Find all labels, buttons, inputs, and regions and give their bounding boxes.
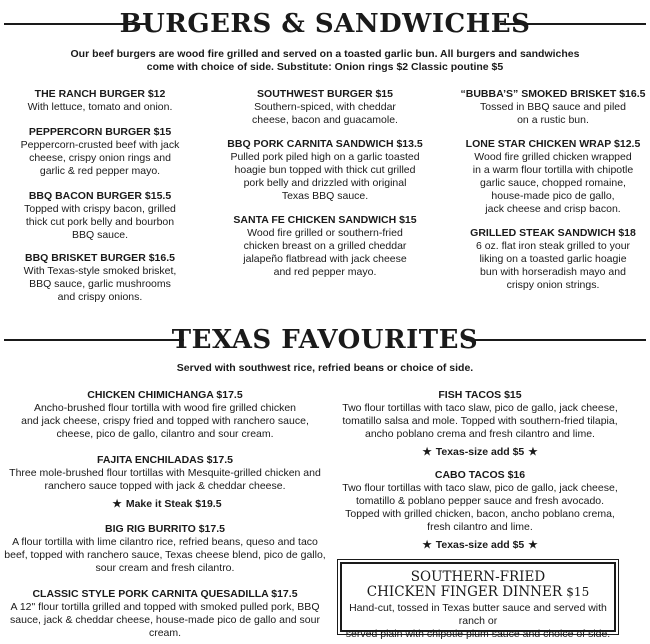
menu-item: FISH TACOS $15 Two flour tortillas with taco slaw, pico de gallo, jack cheese, tomatillo salsa and mole. Topped with southern-fried tilapia, ancho poblano crema and fresh cilantro and lime. ★ Texas-size add $5 ★ — [340, 389, 620, 459]
item-name: BIG RIG BURRITO $17.5 — [104, 523, 225, 535]
featured-dish-desc: Hand-cut, tossed in Texas butter sauce and served with ranch or served plain with chipotle plum sauce and choice of side. — [345, 602, 611, 640]
item-name: FAJITA ENCHILADAS $17.5 — [97, 454, 233, 466]
item-name: LONE STAR CHICKEN WRAP $12.5 — [465, 138, 641, 150]
menu-item: LONE STAR CHICKEN WRAP $12.5 Wood fire grilled chicken wrapped in a warm flour tortilla with chipotle garlic sauce, chopped romaine, house-made pico de gallo, jack cheese and crisp bacon. — [458, 138, 648, 216]
menu-item: PEPPERCORN BURGER $15 Peppercorn-crusted beef with jack cheese, crispy onion rings and garlic & red pepper mayo. — [10, 126, 190, 178]
item-name: GRILLED STEAK SANDWICH $18 — [470, 227, 636, 239]
star-icon: ★ — [422, 539, 432, 551]
star-icon: ★ — [112, 498, 122, 510]
star-icon: ★ — [422, 446, 432, 458]
featured-dish-box — [340, 562, 616, 640]
menu-item: SOUTHWEST BURGER $15 Southern-spiced, with cheddar cheese, bacon and guacamole. — [210, 88, 440, 127]
star-icon: ★ — [528, 446, 538, 458]
menu-item: GRILLED STEAK SANDWICH $18 6 oz. flat iron steak grilled to your liking on a toasted garlic hoagie bun with horseradish mayo and crispy onion strings. — [458, 227, 648, 292]
item-name: BBQ BRISKET BURGER $16.5 — [25, 252, 175, 264]
burgers-intro: Our beef burgers are wood fire grilled and served on a toasted garlic bun. All burgers and sandwiches come with choice of side. Substitute: Onion rings $2 Classic poutine $5 — [70, 48, 580, 73]
menu-item: CHICKEN CHIMICHANGA $17.5 Ancho-brushed flour tortilla with wood fire grilled chicken and jack cheese, crispy fried and topped with ranchero sauce, cheese, pico de gallo, cilantro and sour cream. — [2, 389, 328, 441]
menu-item: BBQ BRISKET BURGER $16.5 With Texas-style smoked brisket, BBQ sauce, garlic mushrooms and crispy onions. — [10, 252, 190, 304]
texas-section-header — [0, 320, 650, 360]
menu-item: BIG RIG BURRITO $17.5 A flour tortilla with lime cilantro rice, refried beans, queso and taco beef, topped with ranchero sauce, Texas cheese blend, pico de gallo, sour cream and fresh cilantro. — [2, 523, 328, 575]
item-addon: ★ Texas-size add $5 ★ — [340, 446, 620, 459]
menu-item: CLASSIC STYLE PORK CARNITA QUESADILLA $17.5 A 12" flour tortilla grilled and topped with smoked pulled pork, BBQ sauce, jack & cheddar cheese, house-made pico de gallo and sour cream. — [2, 588, 328, 640]
menu-item: THE RANCH BURGER $12 With lettuce, tomato and onion. — [10, 88, 190, 114]
menu-item: FAJITA ENCHILADAS $17.5 Three mole-brushed flour tortillas with Mesquite-grilled chicken and ranchero sauce topped with jack & cheddar cheese. ★ Make it Steak $19.5 — [2, 454, 328, 511]
item-name: CLASSIC STYLE PORK CARNITA QUESADILLA $17.5 — [32, 588, 298, 600]
burgers-section-title: BURGERS & SANDWICHES — [119, 9, 531, 39]
featured-dish-price: $15 — [566, 585, 590, 599]
item-name: SANTA FE CHICKEN SANDWICH $15 — [233, 214, 417, 226]
item-name: PEPPERCORN BURGER $15 — [28, 126, 172, 138]
texas-section-title: TEXAS FAVOURITES — [171, 325, 479, 355]
item-name: CHICKEN CHIMICHANGA $17.5 — [87, 389, 243, 401]
menu-item: BBQ PORK CARNITA SANDWICH $13.5 Pulled pork piled high on a garlic toasted hoagie bun topped with thick cut grilled pork belly and drizzled with original Texas BBQ sauce. — [210, 138, 440, 203]
item-name: “BUBBA’S” SMOKED BRISKET $16.5 — [460, 88, 646, 100]
menu-item: SANTA FE CHICKEN SANDWICH $15 Wood fire grilled or southern-fried chicken breast on a grilled cheddar jalapeño flatbread with jack cheese and red pepper mayo. — [210, 214, 440, 279]
item-name: BBQ BACON BURGER $15.5 — [28, 190, 172, 202]
menu-item: BBQ BACON BURGER $15.5 Topped with crispy bacon, grilled thick cut pork belly and bourbon BBQ sauce. — [10, 190, 190, 242]
item-name: SOUTHWEST BURGER $15 — [257, 88, 393, 100]
featured-dish-title: SOUTHERN-FRIED CHICKEN FINGER DINNER $15 — [366, 569, 590, 600]
star-icon: ★ — [528, 539, 538, 551]
item-name: THE RANCH BURGER $12 — [34, 88, 166, 100]
item-name: FISH TACOS $15 — [438, 389, 522, 401]
texas-intro: Served with southwest rice, refried beans or choice of side. — [176, 362, 474, 374]
item-name: CABO TACOS $16 — [434, 469, 526, 481]
item-addon: ★ Make it Steak $19.5 — [2, 498, 328, 511]
burgers-section-header — [0, 4, 650, 44]
item-name: BBQ PORK CARNITA SANDWICH $13.5 — [227, 138, 423, 150]
menu-item: “BUBBA’S” SMOKED BRISKET $16.5 Tossed in BBQ sauce and piled on a rustic bun. — [458, 88, 648, 127]
menu-item: CABO TACOS $16 Two flour tortillas with taco slaw, pico de gallo, jack cheese, tomatillo & poblano pepper sauce and fresh avocado. Topped with grilled chicken, bacon, ancho poblano crema, fresh cilantro and lime. ★ Texas-size add $5 ★ — [340, 469, 620, 552]
item-addon: ★ Texas-size add $5 ★ — [340, 539, 620, 552]
